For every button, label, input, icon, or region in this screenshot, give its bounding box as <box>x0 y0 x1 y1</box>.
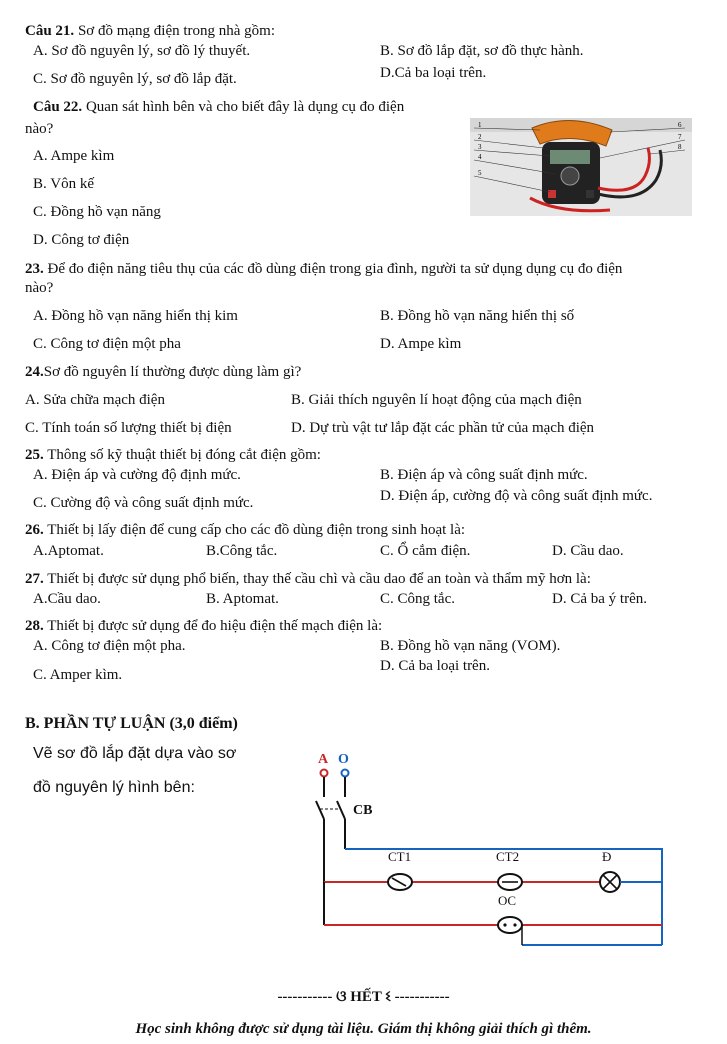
option-c: C. Công tơ điện một pha <box>33 336 181 352</box>
option-d: D. Công tơ điện <box>33 232 130 248</box>
figure-label-7: 7 <box>678 133 682 141</box>
label-cb: CB <box>353 803 373 818</box>
option-d: D. Cả ba loại trên. <box>380 658 490 674</box>
terminal-a <box>321 770 328 777</box>
label-ct1: CT1 <box>388 849 412 864</box>
question-number: 27. <box>25 571 44 587</box>
question-number: 24. <box>25 364 44 380</box>
option-b: B. Đồng hồ vạn năng (VOM). <box>380 638 561 654</box>
question-stem: Sơ đồ nguyên lí thường được dùng làm gì? <box>43 364 302 380</box>
option-a: A. Công tơ điện một pha. <box>33 638 186 654</box>
option-d: D. Cả ba ý trên. <box>552 591 647 607</box>
question-stem-cont: nào? <box>25 280 54 296</box>
option-d: D. Cầu dao. <box>552 543 624 559</box>
question-21 <box>25 22 275 40</box>
question-stem: Thông số kỹ thuật thiết bị đóng cắt điện gồm: <box>43 447 321 463</box>
question-22 <box>33 98 404 116</box>
option-c: C. Amper kìm. <box>33 667 123 683</box>
section-b-title: B. PHẦN TỰ LUẬN (3,0 điểm) <box>25 715 238 732</box>
question-number: 26. <box>25 522 44 538</box>
question-26 <box>25 521 465 539</box>
figure-label-3: 3 <box>478 143 482 151</box>
option-c: C. Ổ cắm điện. <box>380 543 471 559</box>
terminal-o <box>342 770 349 777</box>
option-c: C. Cường độ và công suất định mức. <box>33 495 254 511</box>
figure-label-1: 1 <box>478 121 482 129</box>
clamp-meter-figure <box>470 118 692 216</box>
question-stem-cont: nào? <box>25 121 54 137</box>
label-ct2: CT2 <box>496 849 520 864</box>
option-b: B. Đồng hồ vạn năng hiển thị số <box>380 308 575 324</box>
outlet-pin-2 <box>513 923 516 926</box>
label-d: Đ <box>602 849 612 864</box>
option-a: A.Cầu dao. <box>33 591 101 607</box>
question-stem: Quan sát hình bên và cho biết đây là dụng cụ đo điện <box>82 99 405 115</box>
question-25 <box>25 446 321 464</box>
footer-note: Học sinh không được sử dụng tài liệu. Giám thị không giải thích gì thêm. <box>135 1021 592 1037</box>
option-b: B. Sơ đồ lắp đặt, sơ đồ thực hành. <box>380 43 584 59</box>
question-number: Câu 21. <box>25 23 75 39</box>
label-a: A <box>318 752 329 767</box>
question-stem: Sơ đồ mạng điện trong nhà gồm: <box>74 23 276 39</box>
option-d: D. Dự trù vật tư lắp đặt các phần tử của mạch điện <box>291 420 595 436</box>
figure-label-8: 8 <box>678 143 682 151</box>
option-a: A.Aptomat. <box>33 543 104 559</box>
figure-label-5: 5 <box>478 169 482 177</box>
option-b: B. Giải thích nguyên lí hoạt động của mạch điện <box>291 392 582 408</box>
option-b: B. Aptomat. <box>206 591 279 607</box>
cb-blade-o <box>337 801 345 819</box>
figure-label-6: 6 <box>678 121 682 129</box>
option-a: A. Sơ đồ nguyên lý, sơ đồ lý thuyết. <box>33 43 251 59</box>
option-c: C. Công tắc. <box>380 591 455 607</box>
question-number: 23. <box>25 261 44 277</box>
outlet-oc <box>498 917 522 933</box>
question-27 <box>25 570 591 588</box>
figure-label-4: 4 <box>478 153 482 161</box>
option-d: D. Ampe kìm <box>380 336 462 352</box>
circuit-diagram <box>300 745 680 957</box>
essay-prompt-line2: đồ nguyên lý hình bên: <box>33 779 195 796</box>
question-number: 25. <box>25 447 44 463</box>
option-a: A. Đồng hồ vạn năng hiển thị kim <box>33 308 238 324</box>
option-b: B. Điện áp và công suất định mức. <box>380 467 588 483</box>
option-c: C. Đồng hồ vạn năng <box>33 204 161 220</box>
question-number: 28. <box>25 618 44 634</box>
figure-label-2: 2 <box>478 133 482 141</box>
option-c: C. Tính toán số lượng thiết bị điện <box>25 420 232 436</box>
option-c: C. Sơ đồ nguyên lý, sơ đồ lắp đặt. <box>33 71 237 87</box>
question-28 <box>25 617 382 635</box>
option-b: B.Công tắc. <box>206 543 278 559</box>
option-d: D. Điện áp, cường độ và công suất định mức. <box>380 488 653 504</box>
end-marker: ----------- ଓ HẾT ଽ ----------- <box>277 989 450 1005</box>
option-a: A. Điện áp và cường độ định mức. <box>33 467 241 483</box>
option-d: D.Cả ba loại trên. <box>380 65 487 81</box>
label-oc: OC <box>498 893 517 908</box>
question-24 <box>25 363 301 381</box>
cb-blade-a <box>316 801 324 819</box>
option-a: A. Ampe kìm <box>33 148 115 164</box>
question-number: Câu 22. <box>33 99 83 115</box>
label-o: O <box>338 752 349 767</box>
question-stem: Thiết bị được sử dụng phổ biến, thay thế cầu chì và cầu dao để an toàn và thẩm mỹ hơn là: <box>43 571 591 587</box>
option-a: A. Sửa chữa mạch điện <box>25 392 165 408</box>
question-stem: Thiết bị được sử dụng để đo hiệu điện thế mạch điện là: <box>43 618 383 634</box>
question-stem: Để đo điện năng tiêu thụ của các đồ dùng điện trong gia đình, người ta sử dụng dụng cụ đo điện <box>43 261 623 277</box>
question-stem: Thiết bị lấy điện để cung cấp cho các đồ dùng điện trong sinh hoạt là: <box>43 522 466 538</box>
outlet-pin-1 <box>503 923 506 926</box>
essay-prompt-line1: Vẽ sơ đồ lắp đặt dựa vào sơ <box>33 745 237 762</box>
option-b: B. Vôn kế <box>33 176 94 192</box>
question-23 <box>25 260 622 278</box>
